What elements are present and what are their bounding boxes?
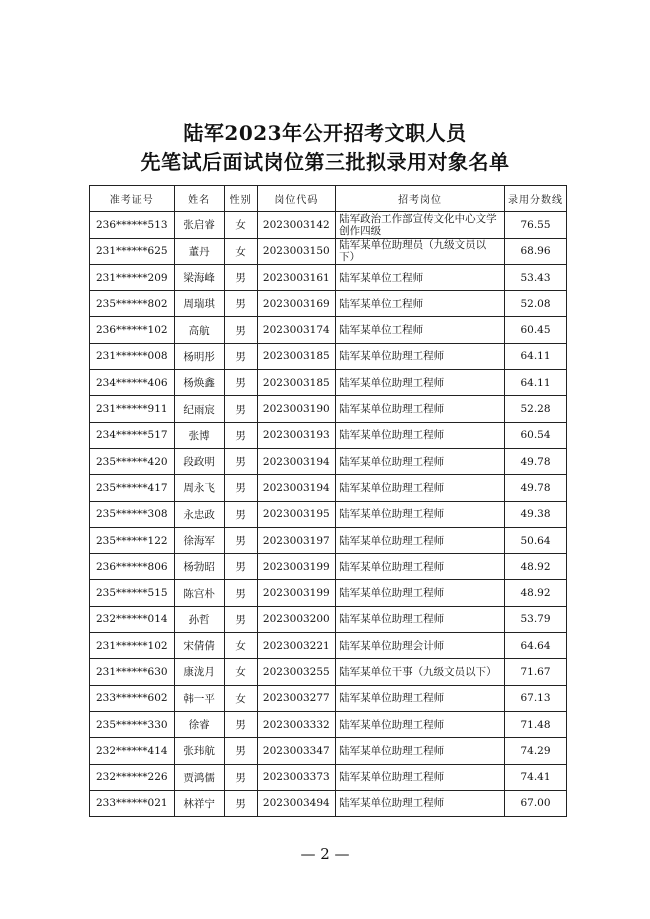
cell-post-code: 2023003174 <box>257 317 336 343</box>
cell-post: 陆军某单位助理工程师 <box>336 343 505 369</box>
header-name: 姓名 <box>174 186 224 212</box>
cell-post-code: 2023003199 <box>257 554 336 580</box>
table-row <box>90 659 567 685</box>
cell-post-code: 2023003197 <box>257 527 336 553</box>
table-row <box>90 370 567 396</box>
cell-gender: 男 <box>224 606 257 632</box>
cell-gender: 男 <box>224 264 257 290</box>
cell-score-line: 48.92 <box>504 580 566 606</box>
cell-score-line: 53.43 <box>504 264 566 290</box>
cell-name: 张玮航 <box>174 738 224 764</box>
header-post-code: 岗位代码 <box>257 186 336 212</box>
table-row <box>90 764 567 790</box>
table-row <box>90 448 567 474</box>
cell-score-line: 60.54 <box>504 422 566 448</box>
cell-gender: 男 <box>224 317 257 343</box>
cell-score-line: 71.48 <box>504 711 566 737</box>
cell-gender: 男 <box>224 738 257 764</box>
cell-post: 陆军某单位助理会计师 <box>336 633 505 659</box>
cell-score-line: 52.28 <box>504 396 566 422</box>
table-row <box>90 501 567 527</box>
cell-name: 徐睿 <box>174 711 224 737</box>
cell-post: 陆军某单位助理工程师 <box>336 606 505 632</box>
cell-gender: 男 <box>224 580 257 606</box>
cell-post: 陆军某单位助理工程师 <box>336 685 505 711</box>
table-row <box>90 790 567 816</box>
cell-post: 陆军某单位助理工程师 <box>336 422 505 448</box>
table-row <box>90 711 567 737</box>
cell-gender: 男 <box>224 422 257 448</box>
admission-table <box>89 185 567 817</box>
cell-post-code: 2023003199 <box>257 580 336 606</box>
cell-score-line: 68.96 <box>504 238 566 264</box>
cell-gender: 男 <box>224 475 257 501</box>
cell-name: 陈宫朴 <box>174 580 224 606</box>
table-row <box>90 554 567 580</box>
cell-gender: 女 <box>224 633 257 659</box>
cell-exam-id: 235******417 <box>90 475 175 501</box>
header-post: 招考岗位 <box>336 186 505 212</box>
cell-name: 杨明彤 <box>174 343 224 369</box>
cell-post: 陆军某单位助理员（九级文员以下） <box>336 238 505 264</box>
cell-exam-id: 231******630 <box>90 659 175 685</box>
cell-exam-id: 235******308 <box>90 501 175 527</box>
cell-exam-id: 232******226 <box>90 764 175 790</box>
cell-exam-id: 235******420 <box>90 448 175 474</box>
cell-post-code: 2023003169 <box>257 291 336 317</box>
cell-exam-id: 235******802 <box>90 291 175 317</box>
cell-post: 陆军某单位助理工程师 <box>336 580 505 606</box>
cell-gender: 男 <box>224 501 257 527</box>
table-row <box>90 527 567 553</box>
cell-name: 康泷月 <box>174 659 224 685</box>
header-gender: 性别 <box>224 186 257 212</box>
cell-post: 陆军某单位干事（九级文员以下） <box>336 659 505 685</box>
title-line-1: 陆军2023年公开招考文职人员 <box>183 121 467 145</box>
cell-post: 陆军某单位助理工程师 <box>336 554 505 580</box>
table-row <box>90 580 567 606</box>
cell-post: 陆军某单位助理工程师 <box>336 396 505 422</box>
cell-post: 陆军某单位助理工程师 <box>336 448 505 474</box>
cell-gender: 女 <box>224 659 257 685</box>
cell-exam-id: 232******014 <box>90 606 175 632</box>
cell-post-code: 2023003221 <box>257 633 336 659</box>
cell-gender: 男 <box>224 790 257 816</box>
cell-exam-id: 231******625 <box>90 238 175 264</box>
cell-gender: 男 <box>224 343 257 369</box>
cell-post-code: 2023003150 <box>257 238 336 264</box>
cell-post-code: 2023003277 <box>257 685 336 711</box>
cell-gender: 女 <box>224 685 257 711</box>
cell-post-code: 2023003185 <box>257 370 336 396</box>
cell-post: 陆军某单位助理工程师 <box>336 738 505 764</box>
cell-score-line: 76.55 <box>504 212 566 238</box>
cell-score-line: 67.00 <box>504 790 566 816</box>
cell-name: 张启睿 <box>174 212 224 238</box>
cell-gender: 男 <box>224 764 257 790</box>
cell-name: 董丹 <box>174 238 224 264</box>
cell-post-code: 2023003194 <box>257 475 336 501</box>
cell-name: 杨勃昭 <box>174 554 224 580</box>
cell-name: 徐海军 <box>174 527 224 553</box>
cell-name: 段政明 <box>174 448 224 474</box>
cell-gender: 男 <box>224 527 257 553</box>
cell-score-line: 53.79 <box>504 606 566 632</box>
table-row <box>90 475 567 501</box>
cell-exam-id: 236******513 <box>90 212 175 238</box>
cell-score-line: 74.29 <box>504 738 566 764</box>
cell-exam-id: 235******122 <box>90 527 175 553</box>
cell-name: 杨焕鑫 <box>174 370 224 396</box>
cell-name: 纪雨宸 <box>174 396 224 422</box>
cell-gender: 男 <box>224 711 257 737</box>
cell-score-line: 67.13 <box>504 685 566 711</box>
cell-score-line: 64.11 <box>504 370 566 396</box>
cell-name: 张博 <box>174 422 224 448</box>
cell-post-code: 2023003190 <box>257 396 336 422</box>
cell-score-line: 71.67 <box>504 659 566 685</box>
table-row <box>90 396 567 422</box>
table-row <box>90 685 567 711</box>
cell-score-line: 64.11 <box>504 343 566 369</box>
cell-gender: 男 <box>224 291 257 317</box>
table-row <box>90 238 567 264</box>
cell-score-line: 64.64 <box>504 633 566 659</box>
cell-gender: 女 <box>224 212 257 238</box>
header-score-line: 录用分数线 <box>504 186 566 212</box>
cell-exam-id: 232******414 <box>90 738 175 764</box>
cell-exam-id: 235******515 <box>90 580 175 606</box>
cell-exam-id: 234******517 <box>90 422 175 448</box>
table-row <box>90 317 567 343</box>
cell-gender: 男 <box>224 448 257 474</box>
table-row <box>90 264 567 290</box>
cell-post-code: 2023003194 <box>257 448 336 474</box>
cell-post: 陆军某单位助理工程师 <box>336 527 505 553</box>
cell-score-line: 49.78 <box>504 448 566 474</box>
table-header-row <box>90 186 567 212</box>
cell-exam-id: 233******602 <box>90 685 175 711</box>
cell-post: 陆军政治工作部宣传文化中心文学创作四级 <box>336 212 505 238</box>
cell-exam-id: 235******330 <box>90 711 175 737</box>
cell-name: 韩一平 <box>174 685 224 711</box>
cell-name: 林祥宁 <box>174 790 224 816</box>
cell-name: 孙哲 <box>174 606 224 632</box>
cell-score-line: 48.92 <box>504 554 566 580</box>
cell-post-code: 2023003200 <box>257 606 336 632</box>
cell-post: 陆军某单位助理工程师 <box>336 790 505 816</box>
cell-exam-id: 236******102 <box>90 317 175 343</box>
cell-score-line: 49.38 <box>504 501 566 527</box>
header-exam-id: 准考证号 <box>90 186 175 212</box>
cell-post: 陆军某单位助理工程师 <box>336 501 505 527</box>
cell-exam-id: 231******209 <box>90 264 175 290</box>
table-row <box>90 291 567 317</box>
cell-exam-id: 231******102 <box>90 633 175 659</box>
cell-exam-id: 231******008 <box>90 343 175 369</box>
cell-gender: 女 <box>224 238 257 264</box>
cell-score-line: 74.41 <box>504 764 566 790</box>
cell-name: 周永飞 <box>174 475 224 501</box>
cell-post-code: 2023003161 <box>257 264 336 290</box>
cell-gender: 男 <box>224 396 257 422</box>
cell-post-code: 2023003185 <box>257 343 336 369</box>
table-body <box>90 212 567 817</box>
table-row <box>90 738 567 764</box>
table-row <box>90 343 567 369</box>
table-row <box>90 212 567 238</box>
cell-post: 陆军某单位工程师 <box>336 317 505 343</box>
cell-name: 宋倩倩 <box>174 633 224 659</box>
cell-score-line: 50.64 <box>504 527 566 553</box>
table-row <box>90 422 567 448</box>
table-row <box>90 606 567 632</box>
cell-post-code: 2023003494 <box>257 790 336 816</box>
cell-score-line: 52.08 <box>504 291 566 317</box>
cell-name: 贾鸿儒 <box>174 764 224 790</box>
cell-post-code: 2023003373 <box>257 764 336 790</box>
cell-name: 梁海峰 <box>174 264 224 290</box>
cell-exam-id: 231******911 <box>90 396 175 422</box>
title-line-2: 先笔试后面试岗位第三批拟录用对象名单 <box>140 150 510 174</box>
table-row <box>90 633 567 659</box>
cell-post: 陆军某单位工程师 <box>336 291 505 317</box>
cell-exam-id: 233******021 <box>90 790 175 816</box>
cell-score-line: 49.78 <box>504 475 566 501</box>
cell-name: 周瑞琪 <box>174 291 224 317</box>
cell-name: 永忠政 <box>174 501 224 527</box>
cell-post-code: 2023003332 <box>257 711 336 737</box>
cell-gender: 男 <box>224 554 257 580</box>
cell-post-code: 2023003255 <box>257 659 336 685</box>
cell-post: 陆军某单位工程师 <box>336 264 505 290</box>
page-number: — 2 — <box>300 845 350 863</box>
cell-name: 高航 <box>174 317 224 343</box>
cell-post-code: 2023003193 <box>257 422 336 448</box>
cell-exam-id: 236******806 <box>90 554 175 580</box>
cell-post-code: 2023003142 <box>257 212 336 238</box>
cell-post: 陆军某单位助理工程师 <box>336 764 505 790</box>
cell-post-code: 2023003195 <box>257 501 336 527</box>
cell-exam-id: 234******406 <box>90 370 175 396</box>
cell-gender: 男 <box>224 370 257 396</box>
cell-post: 陆军某单位助理工程师 <box>336 370 505 396</box>
cell-post-code: 2023003347 <box>257 738 336 764</box>
cell-score-line: 60.45 <box>504 317 566 343</box>
cell-post: 陆军某单位助理工程师 <box>336 711 505 737</box>
cell-post: 陆军某单位助理工程师 <box>336 475 505 501</box>
